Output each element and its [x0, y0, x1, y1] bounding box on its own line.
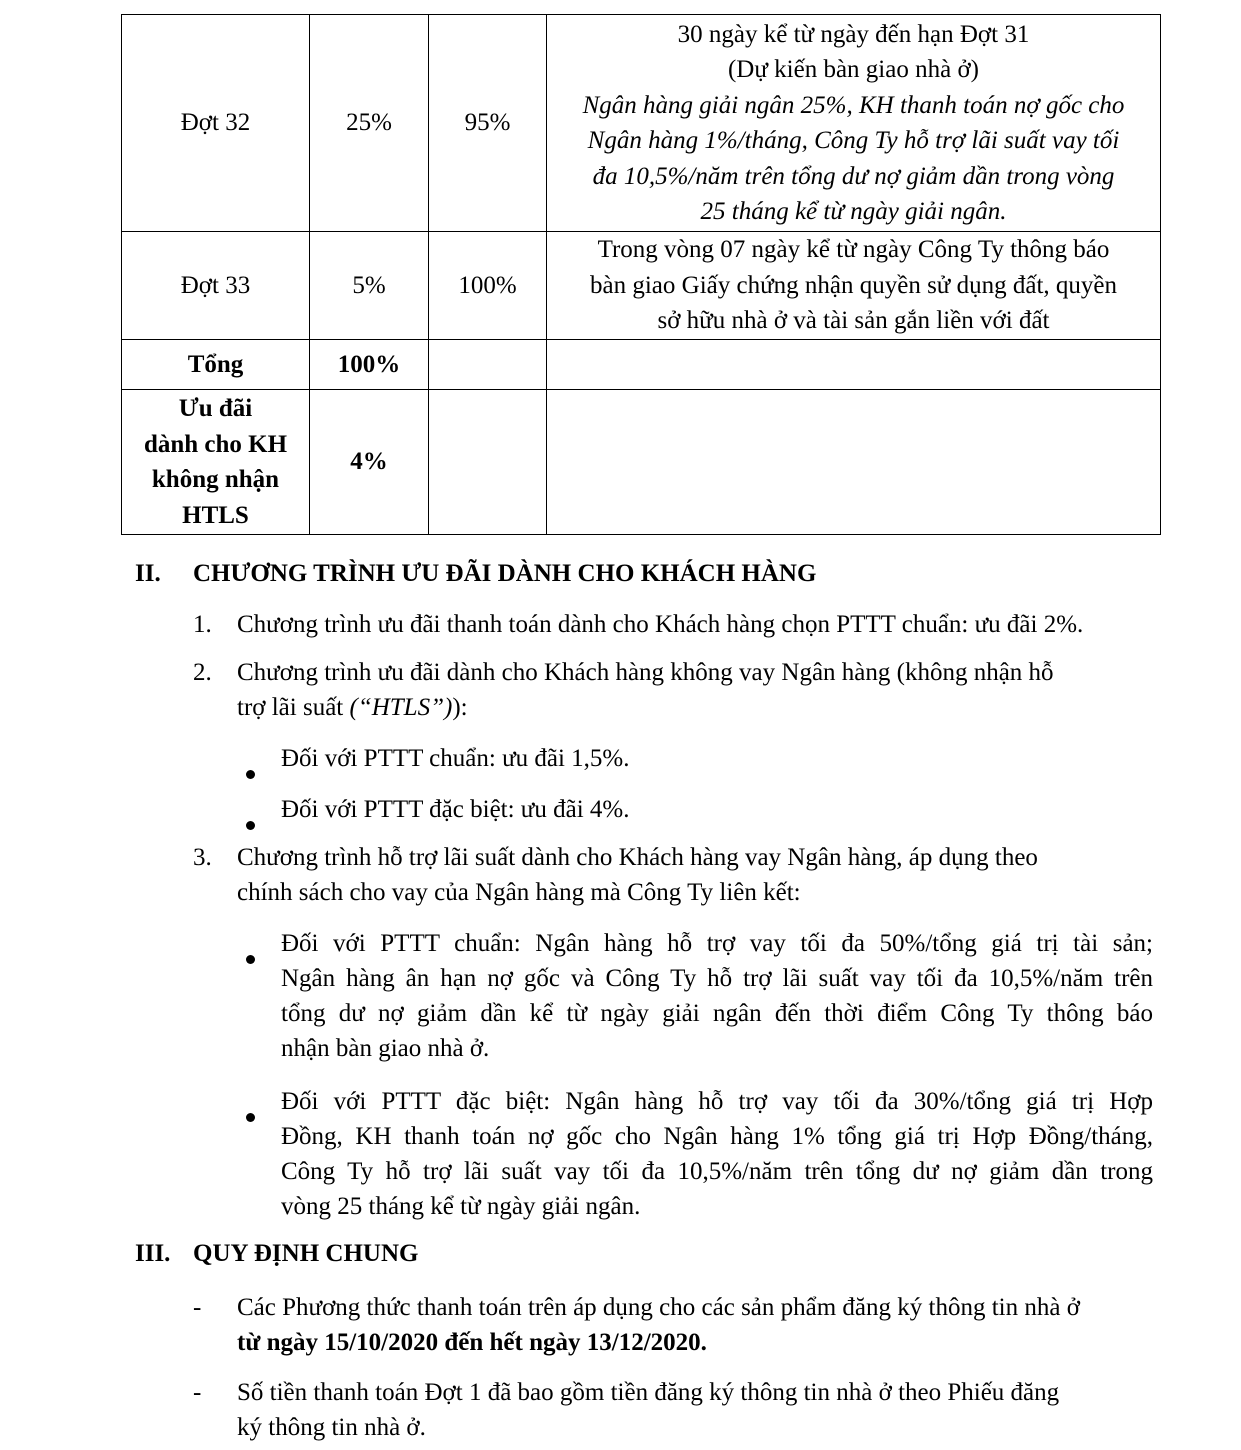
stage-cell: Đợt 33 — [122, 232, 310, 340]
discount-label-line: dành cho KH — [143, 430, 288, 458]
item-line: Chương trình ưu đãi dành cho Khách hàng không vay Ngân hàng (không nhận hỗ — [237, 659, 1054, 686]
bullet-line: Đối với PTTT chuẩn: Ngân hàng hỗ trợ vay tối đa 50%/tổng giá trị tài sản; — [281, 930, 1153, 957]
bullet-line: Đối với PTTT đặc biệt: Ngân hàng hỗ trợ vay tối đa 30%/tổng giá trị Hợp — [281, 1088, 1153, 1115]
dash-marker: - — [193, 1379, 202, 1406]
description-line: sở hữu nhà ở và tài sản gắn liền với đất — [657, 307, 1050, 335]
cumulative-cell: 95% — [429, 15, 547, 232]
total-row — [122, 340, 1161, 390]
section-number: III. — [135, 1240, 171, 1267]
description-line: 25 tháng kể từ ngày giải ngân. — [700, 198, 1007, 225]
item-line: Chương trình hỗ trợ lãi suất dành cho Khách hàng vay Ngân hàng, áp dụng theo — [237, 844, 1038, 871]
discount-row — [122, 390, 1161, 535]
table-row — [122, 15, 1161, 232]
bullet-icon — [246, 1097, 255, 1132]
description-line: Ngân hàng 1%/tháng, Công Ty hỗ trợ lãi suất vay tối — [587, 127, 1120, 154]
bullet-text — [281, 1084, 1153, 1224]
item-text: Chương trình ưu đãi thanh toán dành cho Khách hàng chọn PTTT chuẩn: ưu đãi 2%. — [237, 611, 1084, 638]
bullet-icon — [246, 754, 255, 789]
description-line: Ngân hàng giải ngân 25%, KH thanh toán nợ gốc cho — [582, 91, 1125, 119]
item-text — [237, 1290, 1153, 1360]
description-line: đa 10,5%/năm trên tổng dư nợ giảm dần trong vòng — [592, 162, 1115, 190]
pct-cell: 25% — [310, 15, 429, 232]
discount-label-line: không nhận — [151, 466, 280, 493]
bullet-icon — [246, 939, 255, 974]
item-text — [237, 1375, 1153, 1445]
item-line: chính sách cho vay của Ngân hàng mà Công Ty liên kết: — [237, 879, 801, 906]
empty-cell — [429, 340, 547, 390]
bullet-line: Đồng, KH thanh toán nợ gốc cho Ngân hàng 1% tổng giá trị Hợp Đồng/tháng, — [281, 1123, 1153, 1150]
bullet-line: tổng dư nợ giảm dần kể từ ngày giải ngân đến thời điểm Công Ty thông báo — [281, 1000, 1153, 1027]
bullet-line: Công Ty hỗ trợ lãi suất vay tối đa 10,5%/năm trên tổng dư nợ giảm dần trong — [281, 1158, 1153, 1185]
bullet-text: Đối với PTTT đặc biệt: ưu đãi 4%. — [281, 796, 630, 823]
description-line: 30 ngày kể từ ngày đến hạn Đợt 31 — [677, 20, 1030, 48]
bullet-icon — [246, 805, 255, 840]
bullet-line: Ngân hàng ân hạn nợ gốc và Công Ty hỗ trợ lãi suất vay tối đa 10,5%/năm trên — [281, 965, 1153, 992]
bullet-text — [281, 926, 1153, 1066]
empty-cell — [429, 390, 547, 535]
description-line: Trong vòng 07 ngày kể từ ngày Công Ty thông báo — [597, 236, 1110, 264]
item-line: Các Phương thức thanh toán trên áp dụng cho các sản phẩm đăng ký thông tin nhà ở — [237, 1294, 1080, 1321]
item-line: ký thông tin nhà ở. — [237, 1414, 426, 1441]
stage-cell: Đợt 32 — [122, 15, 310, 232]
discount-label-line: HTLS — [182, 501, 249, 529]
description-line: bàn giao Giấy chứng nhận quyền sử dụng đất, quyền — [590, 271, 1117, 299]
table-row — [122, 232, 1161, 340]
payment-schedule-table — [121, 14, 1161, 535]
empty-cell — [547, 390, 1161, 535]
discount-label-line: Ưu đãi — [178, 395, 253, 422]
item-text-italic: (“HTLS”) — [349, 694, 453, 721]
bullet-line: vòng 25 tháng kể từ ngày giải ngân. — [281, 1193, 641, 1220]
total-pct: 100% — [310, 340, 429, 390]
discount-pct: 4% — [310, 390, 429, 535]
item-number: 3. — [193, 844, 212, 871]
item-line — [237, 690, 1153, 725]
item-number: 1. — [193, 611, 212, 638]
section-title: CHƯƠNG TRÌNH ƯU ĐÃI DÀNH CHO KHÁCH HÀNG — [193, 560, 817, 587]
dash-marker: - — [193, 1294, 202, 1321]
empty-cell — [547, 340, 1161, 390]
pct-cell: 5% — [310, 232, 429, 340]
section-number: II. — [135, 560, 161, 587]
item-text — [237, 655, 1153, 725]
item-line: Số tiền thanh toán Đợt 1 đã bao gồm tiền đăng ký thông tin nhà ở theo Phiếu đăng — [237, 1379, 1060, 1406]
item-text — [237, 840, 1153, 910]
description-line: (Dự kiến bàn giao nhà ở) — [727, 56, 979, 83]
cumulative-cell: 100% — [429, 232, 547, 340]
total-label: Tổng — [122, 340, 310, 390]
item-text-part: trợ lãi suất — [237, 694, 350, 721]
item-line-bold: từ ngày 15/10/2020 đến hết ngày 13/12/2020. — [237, 1329, 707, 1356]
discount-label — [122, 390, 310, 535]
description-cell — [547, 15, 1161, 232]
item-number: 2. — [193, 659, 212, 686]
bullet-text: Đối với PTTT chuẩn: ưu đãi 1,5%. — [281, 745, 630, 772]
item-text-part: ): — [452, 694, 468, 721]
section-title: QUY ĐỊNH CHUNG — [193, 1240, 419, 1267]
bullet-line: nhận bàn giao nhà ở. — [281, 1035, 490, 1062]
description-cell — [547, 232, 1161, 340]
